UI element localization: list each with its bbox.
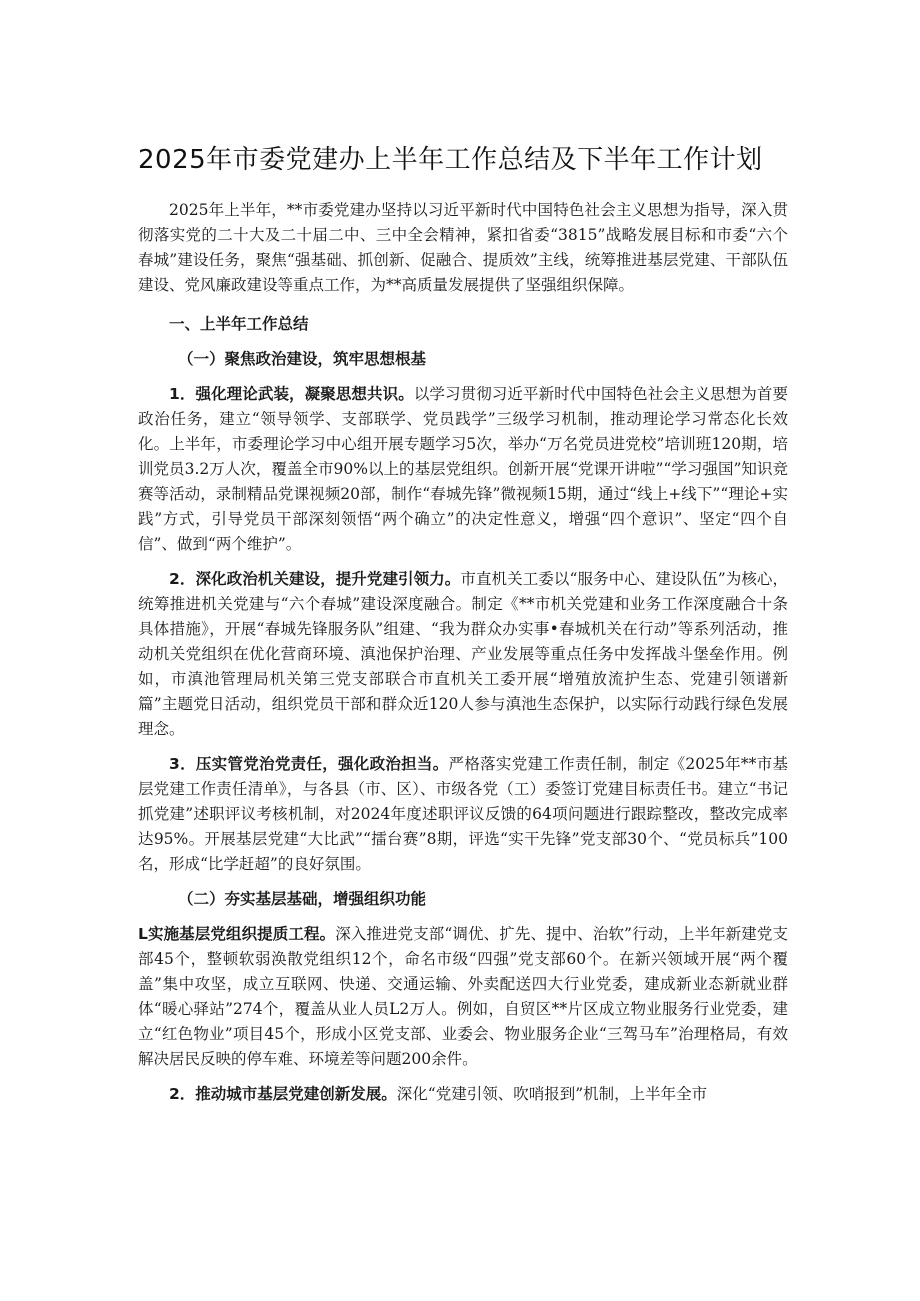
paragraph-lead: L实施基层党组织提质工程。 bbox=[138, 925, 336, 943]
subsection-heading-grassroots: （二）夯实基层基础，增强组织功能 bbox=[178, 890, 427, 908]
section-heading-summary: 一、上半年工作总结 bbox=[169, 315, 309, 333]
paragraph-body: 以学习贯彻习近平新时代中国特色社会主义思想为首要政治任务，建立“领导领学、支部联学、党员践学”三级学习机制，推动理论学习常态化长效化。上半年，市委理论学习中心组开展专题学习5次，举办“万名党员进党校”培训班120期，培训党员3.2万人次，覆盖全市90%以上的基层党组织。创新开展“党课开讲啦”“学习强国”知识竞赛等活动，录制精品党课视频20部，制作“春城先锋”微视频15期，通过“线上+线下”“理论+实践”方式，引导党员干部深刻领悟“两个确立”的决定性意义，增强“四个意识”、坚定“四个自信”、做到“两个维护”。 bbox=[138, 385, 788, 553]
paragraph-responsibility bbox=[138, 752, 788, 877]
paragraph-body: 深化“党建引领、吹哨报到”机制，上半年全市 bbox=[396, 1085, 708, 1103]
paragraph-quality bbox=[138, 922, 788, 1072]
subsection-heading-political: （一）聚焦政治建设，筑牢思想根基 bbox=[178, 350, 427, 368]
document-page bbox=[138, 138, 788, 1117]
paragraph-theory bbox=[138, 382, 788, 557]
paragraph-body: 严格落实党建工作责任制，制定《2025年**市基层党建工作责任清单》，与各县（市、区）、市级各党（工）委签订党建目标责任书。建立“书记抓党建”述职评议考核机制，对2024年度述职评议反馈的64项问题进行跟踪整改，整改完成率达95%。开展基层党建“大比武”“擂台赛”8期，评选“实干先锋”党支部30个、“党员标兵”100名，形成“比学赶超”的良好氛围。 bbox=[138, 755, 788, 873]
paragraph-body: 深入推进党支部“调优、扩先、提中、治软”行动，上半年新建党支部45个，整顿软弱涣散党组织12个，命名市级“四强”党支部60个。在新兴领域开展“两个覆盖”集中攻坚，成立互联网、快递、交通运输、外卖配送四大行业党委，建成新业态新就业群体“暖心驿站”274个，覆盖从业人员L2万人。例如，自贸区**片区成立物业服务行业党委，建立“红色物业”项目45个，形成小区党支部、业委会、物业服务企业“三驾马车”治理格局，有效解决居民反映的停车难、环境差等问题200余件。 bbox=[138, 925, 788, 1068]
paragraph-lead: 3．压实管党治党责任，强化政治担当。 bbox=[169, 755, 449, 773]
paragraph-organs bbox=[138, 567, 788, 742]
intro-paragraph: 2025年上半年，**市委党建办坚持以习近平新时代中国特色社会主义思想为指导，深入贯彻落实党的二十大及二十届二中、三中全会精神，紧扣省委“3815”战略发展目标和市委“六个春城”建设任务，聚焦“强基础、抓创新、促融合、提质效”主线，统筹推进基层党建、干部队伍建设、党风廉政建设等重点工作，为**高质量发展提供了坚强组织保障。 bbox=[138, 201, 788, 294]
paragraph-urban bbox=[138, 1082, 788, 1107]
document-title: 2025年市委党建办上半年工作总结及下半年工作计划 bbox=[138, 145, 763, 175]
paragraph-body: 市直机关工委以“服务中心、建设队伍”为核心，统筹推进机关党建与“六个春城”建设深度融合。制定《**市机关党建和业务工作深度融合十条具体措施》，开展“春城先锋服务队”组建、“我为群众办实事•春城机关在行动”等系列活动，推动机关党组织在优化营商环境、滇池保护治理、产业发展等重点任务中发挥战斗堡垒作用。例如，市滇池管理局机关第三党支部联合市直机关工委开展“增殖放流护生态、党建引领谱新篇”主题党日活动，组织党员干部和群众近120人参与滇池生态保护，以实际行动践行绿色发展理念。 bbox=[138, 570, 788, 738]
paragraph-lead: 2．推动城市基层党建创新发展。 bbox=[169, 1085, 397, 1103]
paragraph-lead: 1．强化理论武装，凝聚思想共识。 bbox=[169, 385, 414, 403]
paragraph-lead: 2．深化政治机关建设，提升党建引领力。 bbox=[169, 570, 461, 588]
